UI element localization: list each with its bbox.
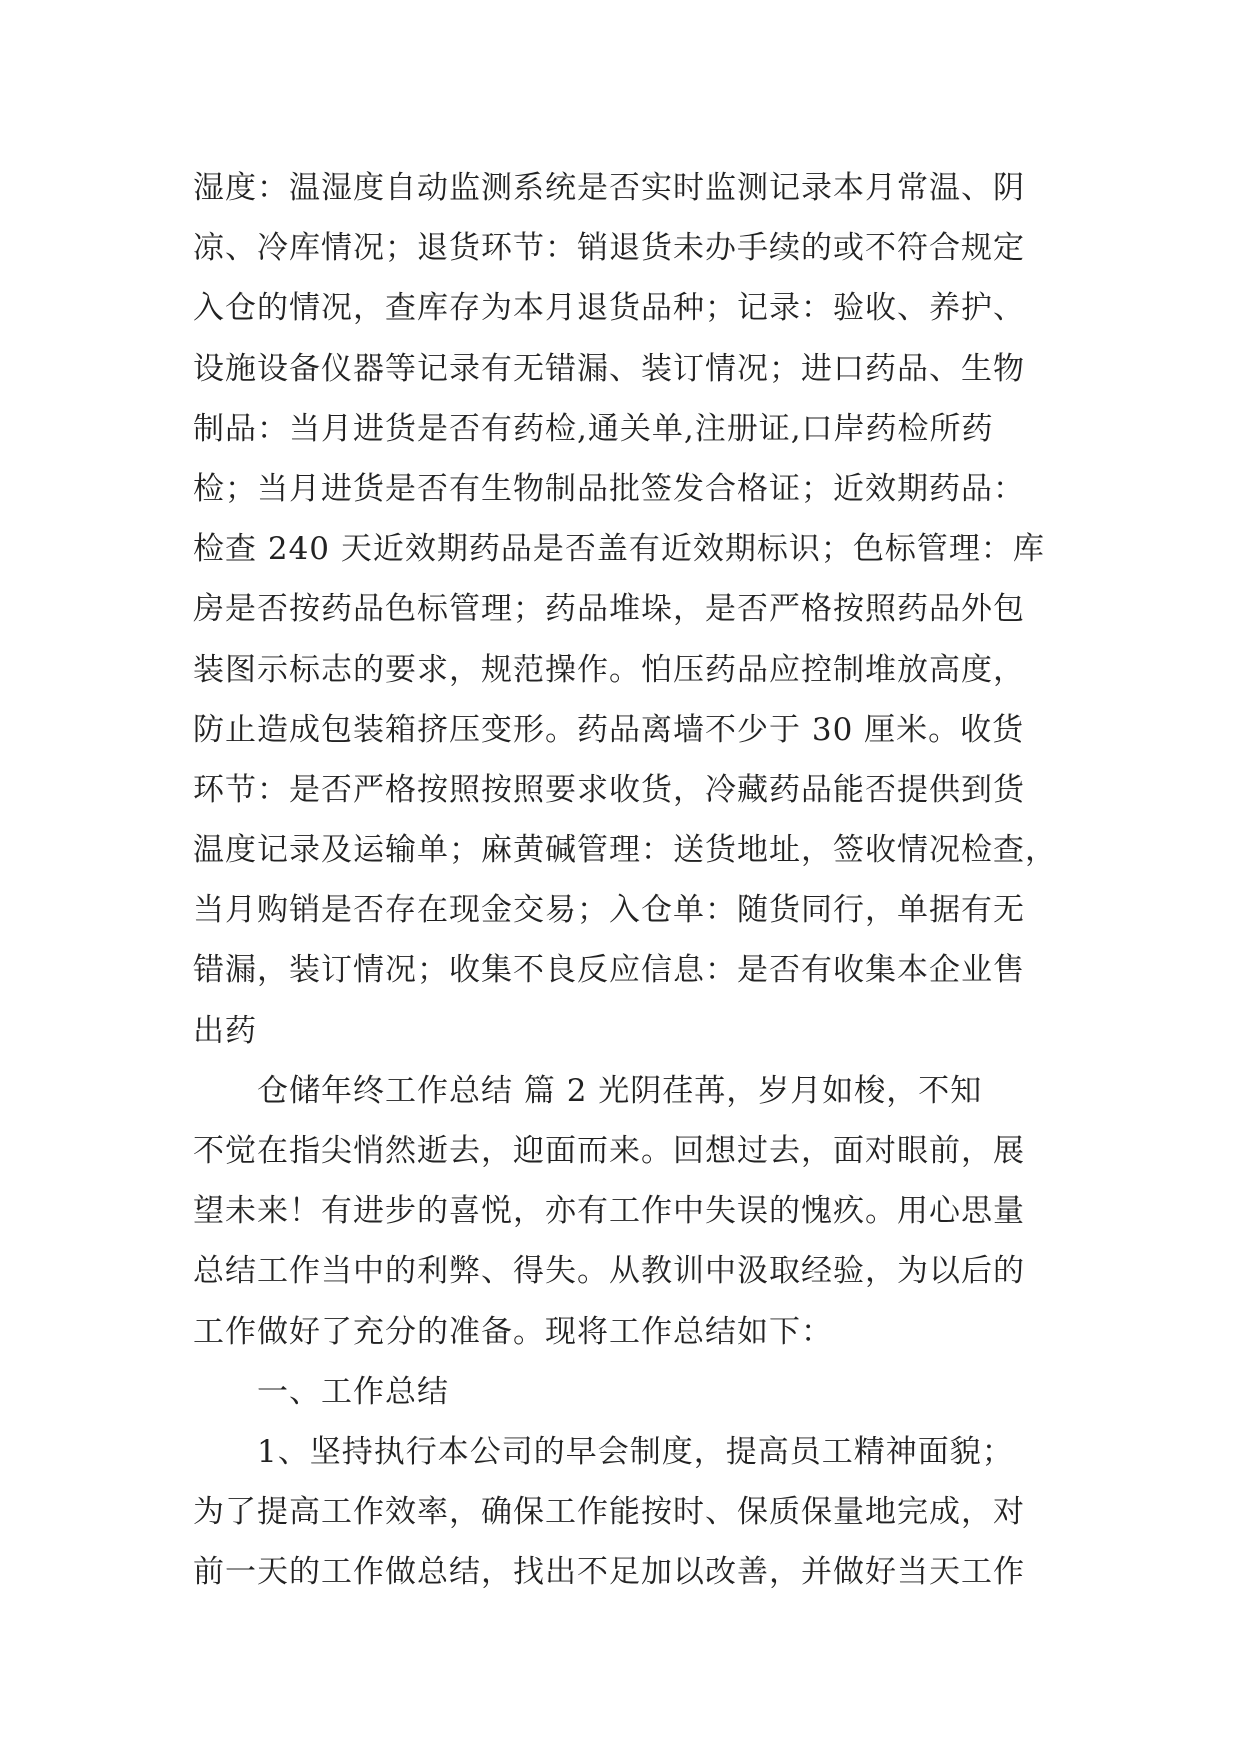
text-line: 当月购销是否存在现金交易；入仓单：随货同行，单据有无	[193, 892, 1025, 929]
text-line: 防止造成包装箱挤压变形。药品离墙不少于 30 厘米。收货	[193, 711, 1025, 748]
text-line: 制品：当月进货是否有药检,通关单,注册证,口岸药检所药	[193, 410, 994, 447]
text-line: 望未来！有进步的喜悦，亦有工作中失误的愧疚。用心思量	[193, 1193, 1025, 1230]
text-line: 不觉在指尖悄然逝去，迎面而来。回想过去，面对眼前，展	[193, 1133, 1025, 1169]
text-line: 检；当月进货是否有生物制品批签发合格证；近效期药品：	[193, 470, 1025, 507]
document-body	[193, 158, 1063, 1603]
text-line: 1、坚持执行本公司的早会制度，提高员工精神面貌；	[257, 1433, 1014, 1470]
text-line: 装图示标志的要求，规范操作。怕压药品应控制堆放高度，	[193, 651, 1025, 688]
text-line: 检查 240 天近效期药品是否盖有近效期标识；色标管理：库	[193, 531, 1045, 568]
text-line: 为了提高工作效率，确保工作能按时、保质保量地完成，对	[193, 1494, 1025, 1531]
text-line: 出药	[193, 1012, 257, 1049]
text-line: 前一天的工作做总结，找出不足加以改善，并做好当天工作	[193, 1554, 1025, 1591]
text-line: 入仓的情况，查库存为本月退货品种；记录：验收、养护、	[193, 290, 1025, 327]
section-heading-line: 仓储年终工作总结 篇 2 光阴荏苒，岁月如梭，不知	[257, 1072, 983, 1109]
text-line: 湿度：温湿度自动监测系统是否实时监测记录本月常温、阴	[193, 170, 1025, 206]
text-line: 错漏，装订情况；收集不良反应信息：是否有收集本企业售	[193, 952, 1025, 989]
text-line: 总结工作当中的利弊、得失。从教训中汲取经验，为以后的	[193, 1253, 1025, 1290]
text-line: 凉、冷库情况；退货环节：销退货未办手续的或不符合规定	[193, 230, 1025, 267]
text-line: 设施设备仪器等记录有无错漏、装订情况；进口药品、生物	[193, 350, 1025, 387]
text-line: 工作做好了充分的准备。现将工作总结如下：	[193, 1313, 833, 1350]
subheading-line: 一、工作总结	[257, 1373, 449, 1410]
text-line: 环节：是否严格按照按照要求收货，冷藏药品能否提供到货	[193, 771, 1025, 808]
text-line: 温度记录及运输单；麻黄碱管理：送货地址，签收情况检查，	[193, 832, 1057, 869]
text-line: 房是否按药品色标管理；药品堆垛，是否严格按照药品外包	[193, 591, 1025, 628]
